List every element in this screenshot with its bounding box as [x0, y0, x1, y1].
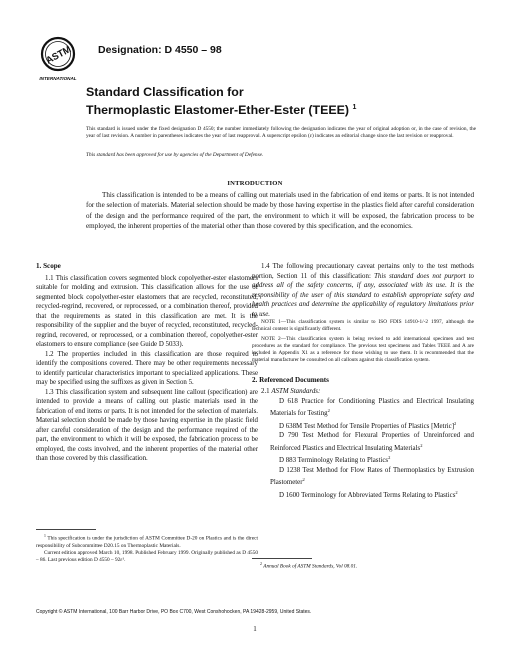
scope-heading: 1. Scope	[36, 262, 61, 270]
footnote-1-mark: 1	[44, 534, 46, 538]
title-footnote-mark: 1	[352, 104, 357, 111]
page-number: 1	[253, 625, 257, 633]
right-column	[252, 262, 474, 500]
title-line-2	[86, 100, 356, 118]
reference-item	[252, 431, 474, 453]
footnote-divider	[36, 529, 96, 530]
reference-footnote-mark: 2	[454, 420, 457, 426]
designation: Designation: D 4550 – 98	[98, 44, 222, 56]
left-column	[36, 262, 258, 464]
scope-1-3: 1.3 This classification system and subsequent line callout (specification) are intended to provide a means of calling out plastic materials used in the fabrication of end items or parts. It is not intended for the selection of materials. Material selection should be made by those having expertise in the plastic field after careful consideration of the design and the performance required of the part, the environment to which it will be exposed, the fabrication process to be employed, the costs involved, and the inherent properties of the material other than those covered by this classification.	[36, 388, 258, 462]
footnote-1	[36, 533, 258, 564]
footnote-1-a	[36, 533, 258, 550]
safety-caveat: This standard does not purport to address all of the safety concerns, if any, associated with its use. It is the responsibility of the user of this standard to establish appropriate safety and health practices and determine the applicability of regulatory limitations prior to use.	[252, 272, 475, 318]
reference-footnote-mark: 2	[327, 408, 330, 414]
logo-text: ASTM	[44, 44, 74, 67]
astm-logo	[36, 30, 92, 86]
logo-subtext: INTERNATIONAL	[39, 76, 77, 81]
reference-item-text: D 790 Test Method for Flexural Properties of Unreinforced and Reinforced Plastics and Electrical Insulating Materials	[270, 432, 474, 452]
reference-item-text: D 638M Test Method for Tensile Properties of Plastics [Metric]	[279, 422, 455, 430]
references-subheading	[252, 387, 474, 397]
note-2: NOTE 2—This classification system is being revised to add international specimen and test procedures as the standard for compliance. The previous test specimens and Tables TEEE and A are included in Appendix X1 as a reference for those wishing to use them. It is recommended that the material manufacturer be consulted on all callouts against this classification system.	[252, 335, 474, 364]
reference-item-text: D 1238 Test Method for Flow Rates of Thermoplastics by Extrusion Plastometer	[270, 466, 474, 487]
introduction-text: This classification is intended to be a means of calling out materials used in the fabrication of end items or parts. It is not intended for the selection of materials. Material selection should be made by those having expertise in the plastics field after careful consideration of the design and the performance required of the part, the environment to which it will be exposed, the fabrication process to be employed, the inherent properties of the material other than those covered by this specification, and the economics.	[86, 191, 474, 231]
references-sub-label: ASTM Standards:	[271, 388, 321, 396]
footnote-1-a-text: This specification is under the jurisdiction of ASTM Committee D-20 on Plastics and is the direct responsibility of Subcommittee D20.15 on Thermoplastic Materials.	[36, 535, 258, 549]
scope-1-4	[252, 262, 474, 319]
reference-footnote-mark: 2	[388, 455, 391, 461]
title-line-1: Standard Classification for	[86, 85, 244, 99]
defense-notice: This standard has been approved for use by agencies of the Department of Defense.	[86, 152, 264, 158]
reference-footnote-mark: 2	[455, 489, 458, 495]
note-1: NOTE 1—This classification system is similar to ISO FDIS 14910-1/-2 1997, although the technical content is significantly different.	[252, 319, 474, 333]
footnote-2-mark: 2	[260, 562, 262, 566]
reference-footnote-mark: 2	[302, 477, 305, 483]
document-title	[86, 85, 356, 118]
reference-item-text: D 1600 Terminology for Abbreviated Terms Relating to Plastics	[279, 491, 456, 499]
footnote-2	[252, 561, 474, 571]
reference-item	[252, 453, 474, 466]
footnote-1-b: Current edition approved March 10, 1998. Published February 1999. Originally published as D 4550 – 86. Last previous edition D 4550 – 92ε¹.	[36, 549, 258, 563]
standard-notice: This standard is issued under the fixed designation D 4550; the number immediately following the designation indicates the year of original adoption or, in the case of revision, the year of last revision. A number in parentheses indicates the year of last reapproval. A superscript epsilon (ε) indicates an editorial change since the last revision or reapproval.	[86, 126, 476, 140]
title-line-2-text: Thermoplastic Elastomer-Ether-Ester (TEEE)	[86, 103, 350, 117]
introduction-heading: INTRODUCTION	[227, 180, 283, 187]
reference-item-text: D 883 Terminology Relating to Plastics	[279, 457, 389, 465]
scope-1-4-text: 1.4 The following precautionary caveat pertains only to the test methods portion, Section 11 of this classification:	[252, 263, 474, 280]
reference-item	[252, 419, 474, 432]
scope-1-1: 1.1 This classification covers segmented block copolyether-ester elastomers suitable for molding and extrusion. This classification allows for the use of segmented block copolyether-ester elastomers that are recycled, reconstituted, recycled-regrind, recovered, or reprocessed, or a combination thereof, provided that the requirements as stated in this classification are met. It is the responsibility of the supplier and the buyer of recycled, reconstituted, recycled-regrind, recovered, or reprocessed, or a combination thereof, copolyether-ester elastomers to ensure compliance (see Guide D 5033).	[36, 274, 258, 348]
references-sub-number: 2.1	[261, 388, 272, 396]
reference-footnote-mark: 2	[420, 442, 423, 448]
scope-1-2: 1.2 The properties included in this classification are those required to identify the compositions covered. There may be other requirements necessary to identify particular characteristics important to specialized applications. These may be specified using the suffixes as given in Section 5.	[36, 350, 258, 386]
references-heading: 2. Referenced Documents	[252, 375, 329, 384]
astm-logo-icon	[36, 30, 92, 86]
footnote-divider	[252, 558, 312, 559]
copyright-line: Copyright © ASTM International, 100 Barr Harbor Drive, PO Box C700, West Conshohocken, PA 19428-2959, United States.	[36, 609, 312, 615]
reference-item-text: D 618 Practice for Conditioning Plastics and Electrical Insulating Materials for Testing	[270, 397, 474, 418]
reference-item	[252, 466, 474, 488]
footnote-2-line	[252, 561, 474, 571]
reference-item	[252, 488, 474, 501]
reference-item	[252, 397, 474, 419]
footnote-2-text: Annual Book of ASTM Standards, Vol 08.01.	[263, 563, 358, 570]
